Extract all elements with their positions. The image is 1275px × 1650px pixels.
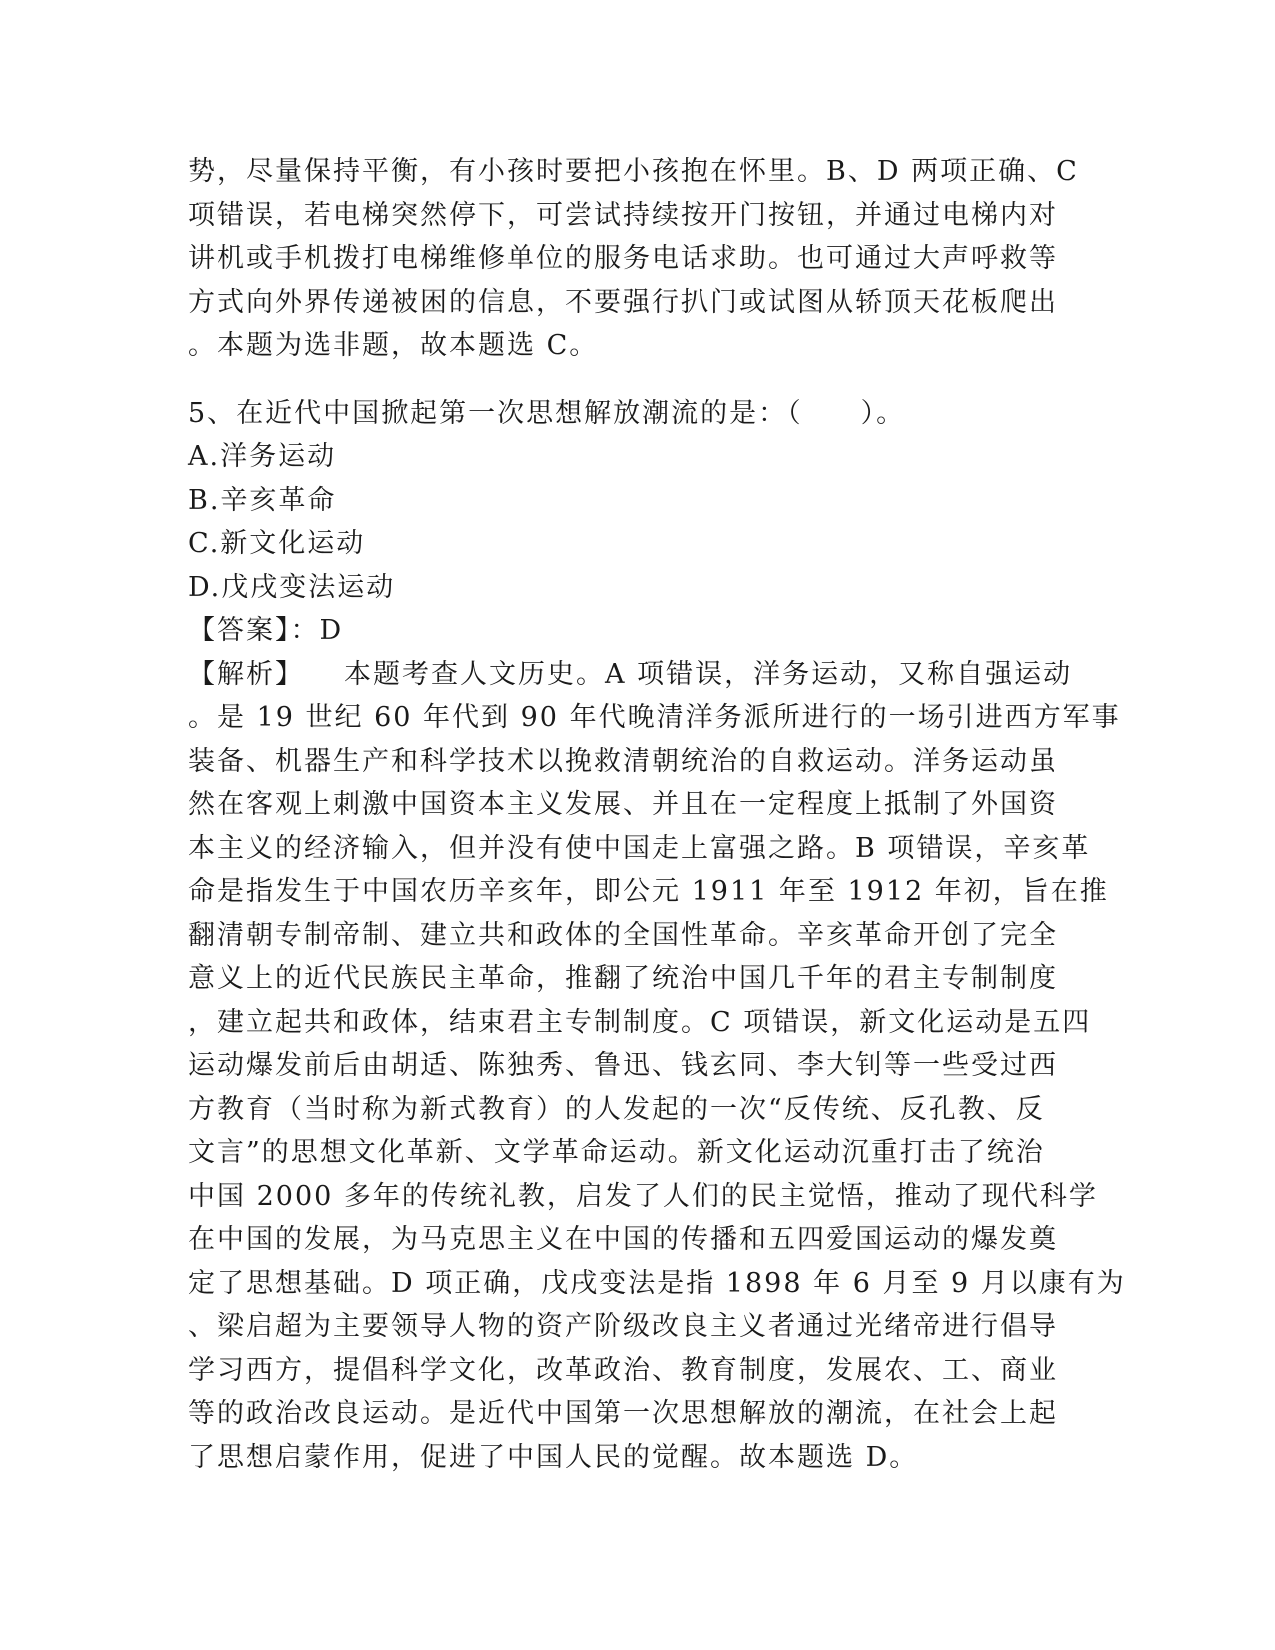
analysis-line: 本主义的经济输入，但并没有使中国走上富强之路。B 项错误，辛亥革 bbox=[188, 832, 1091, 864]
analysis-line: 了思想启蒙作用，促进了中国人民的觉醒。故本题选 D。 bbox=[188, 1441, 919, 1473]
analysis-line: 学习西方，提倡科学文化，改革政治、教育制度，发展农、工、商业 bbox=[188, 1354, 1058, 1386]
question-block bbox=[188, 392, 1126, 1480]
answer-label: 【答案】 bbox=[188, 615, 291, 646]
document-page bbox=[188, 150, 1126, 1479]
answer-value: D bbox=[319, 615, 344, 646]
text-line: 势，尽量保持平衡，有小孩时要把小孩抱在怀里。B、D 两项正确、C bbox=[188, 156, 1079, 187]
analysis-line: 在中国的发展，为马克思主义在中国的传播和五四爱国运动的爆发奠 bbox=[188, 1224, 1058, 1255]
option-c: C.新文化运动 bbox=[188, 528, 366, 559]
text-line: 项错误，若电梯突然停下，可尝试持续按开门按钮，并通过电梯内对 bbox=[188, 199, 1058, 231]
option-b: B.辛亥革命 bbox=[188, 484, 337, 516]
analysis-text: 本题考查人文历史。A 项错误，洋务运动，又称自强运动 bbox=[344, 658, 1073, 690]
analysis-line: 中国 2000 多年的传统礼教，启发了人们的民主觉悟，推动了现代科学 bbox=[188, 1180, 1098, 1212]
analysis-line: 装备、机器生产和科学技术以挽救清朝统治的自救运动。洋务运动虽 bbox=[188, 745, 1058, 777]
analysis-line: 方教育（当时称为新式教育）的人发起的一次“反传统、反孔教、反 bbox=[188, 1093, 1045, 1125]
spacer bbox=[188, 368, 1088, 392]
analysis-first-line bbox=[188, 653, 1088, 697]
text-line: 讲机或手机拨打电梯维修单位的服务电话求助。也可通过大声呼救等 bbox=[188, 243, 1058, 274]
option-d: D.戊戌变法运动 bbox=[188, 571, 396, 603]
question-stem: 5、在近代中国掀起第一次思想解放潮流的是：（ ）。 bbox=[188, 397, 906, 429]
previous-explanation-tail bbox=[188, 150, 1088, 368]
analysis-line: 等的政治改良运动。是近代中国第一次思想解放的潮流，在社会上起 bbox=[188, 1398, 1058, 1429]
answer-separator: ： bbox=[290, 615, 320, 646]
analysis-line: 命是指发生于中国农历辛亥年，即公元 1911 年至 1912 年初，旨在推 bbox=[188, 876, 1109, 907]
analysis-line: 、梁启超为主要领导人物的资产阶级改良主义者通过光绪帝进行倡导 bbox=[188, 1311, 1058, 1342]
answer-line bbox=[188, 609, 1088, 653]
analysis-line: 定了思想基础。D 项正确，戊戌变法是指 1898 年 6 月至 9 月以康有为 bbox=[188, 1267, 1126, 1299]
analysis-label: 【解析】 bbox=[188, 658, 304, 690]
analysis-line: 然在客观上刺激中国资本主义发展、并且在一定程度上抵制了外国资 bbox=[188, 789, 1058, 820]
text-line: 方式向外界传递被困的信息，不要强行扒门或试图从轿顶天花板爬出 bbox=[188, 286, 1058, 318]
analysis-line: 文言”的思想文化革新、文学革命运动。新文化运动沉重打击了统治 bbox=[188, 1137, 1045, 1168]
text-line: 。本题为选非题，故本题选 C。 bbox=[188, 330, 599, 361]
analysis-line: ，建立起共和政体，结束君主专制制度。C 项错误，新文化运动是五四 bbox=[188, 1006, 1092, 1038]
analysis-line: 运动爆发前后由胡适、陈独秀、鲁迅、钱玄同、李大钊等一些受过西 bbox=[188, 1050, 1058, 1081]
analysis-line: 。是 19 世纪 60 年代到 90 年代晚清洋务派所进行的一场引进西方军事 bbox=[188, 702, 1121, 733]
analysis-line: 翻清朝专制帝制、建立共和政体的全国性革命。辛亥革命开创了完全 bbox=[188, 919, 1058, 951]
analysis-line: 意义上的近代民族民主革命，推翻了统治中国几千年的君主专制制度 bbox=[188, 963, 1058, 994]
option-a: A.洋务运动 bbox=[188, 441, 337, 472]
